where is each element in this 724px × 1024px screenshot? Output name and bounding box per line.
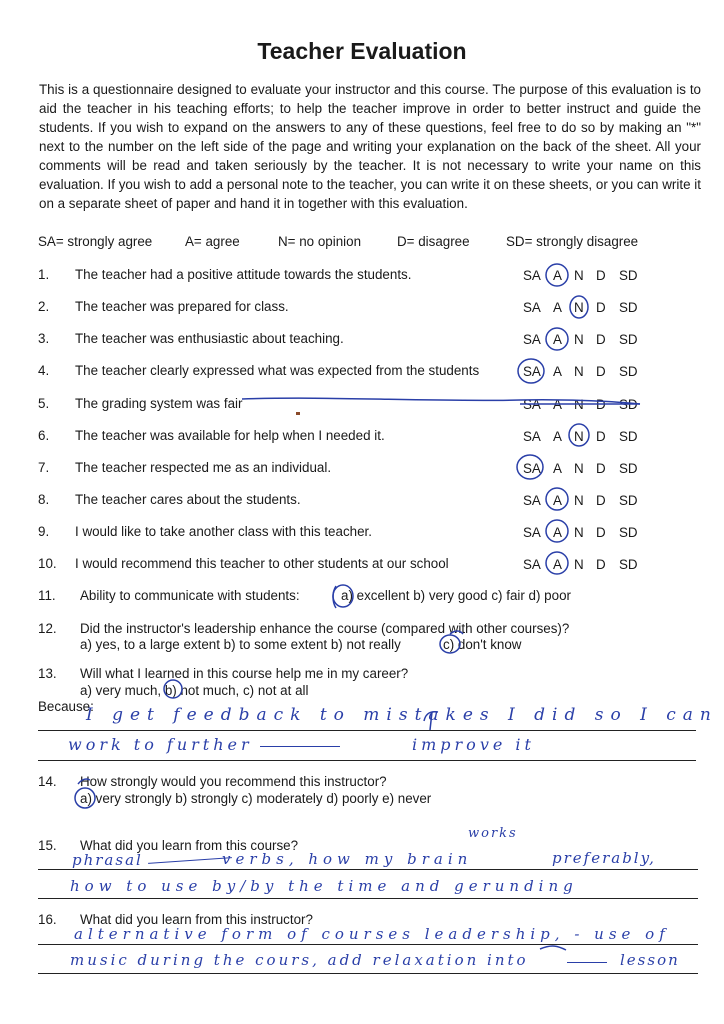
choice-d[interactable]: D (596, 397, 606, 412)
question-number: 15. (38, 838, 57, 853)
intro-paragraph: This is a questionnaire designed to evaluate your instructor and this course. The purpose of this evaluation is to aid the teacher in his teaching efforts; to help the teacher improve in order to better instruct and guide the students. If you wish to expand on the answers to any of these questions, feel free to do so by making an "*" next to the number on the left side of the page and writing your explanation on the back of the sheet. All your comments will be read and taken seriously by the teacher. It is not necessary to write your name on this evaluation. If you wish to add a personal note to the teacher, you can write it on these sheets, or you can write it on a separate sheet of paper and hand it in together with this evaluation. (39, 82, 701, 211)
answer-line (38, 898, 698, 899)
question-text: The teacher was prepared for class. (75, 299, 289, 314)
choice-n[interactable]: N (574, 364, 584, 379)
question-number: 14. (38, 774, 57, 789)
choice-sa[interactable]: SA (523, 461, 541, 476)
legend-d: D= disagree (397, 234, 470, 249)
handwritten-answer: preferably, (552, 849, 656, 867)
question-text: Ability to communicate with students: (80, 588, 300, 603)
smudge-mark (296, 412, 300, 415)
question-text: What did you learn from this course? (80, 838, 299, 853)
answer-option-c[interactable]: c) don't know (443, 637, 522, 652)
choice-sa[interactable]: SA (523, 364, 541, 379)
question-number: 5. (38, 396, 50, 411)
choice-sa[interactable]: SA (523, 268, 541, 283)
legend-sd: SD= strongly disagree (506, 234, 639, 249)
choice-sd[interactable]: SD (619, 525, 638, 540)
legend-sa: SA= strongly agree (38, 234, 153, 249)
page-title: Teacher Evaluation (257, 38, 467, 64)
choice-sa[interactable]: SA (523, 300, 541, 315)
question-number: 16. (38, 912, 57, 927)
choice-a[interactable]: A (553, 332, 562, 347)
question-number: 8. (38, 492, 50, 507)
choice-sd[interactable]: SD (619, 397, 638, 412)
handwritten-answer: works (468, 826, 518, 841)
choice-n[interactable]: N (574, 268, 584, 283)
handwritten-answer: verbs, how my brain (222, 850, 473, 868)
question-text: I would recommend this teacher to other students at our school (75, 556, 449, 571)
choice-sd[interactable]: SD (619, 493, 638, 508)
choice-a[interactable]: A (553, 300, 562, 315)
choice-sa[interactable]: SA (523, 397, 541, 412)
choice-d[interactable]: D (596, 332, 606, 347)
question-text: The grading system was fair (75, 396, 243, 411)
answer-options[interactable]: a) yes, to a large extent b) to some extent b) not really (80, 637, 401, 652)
handwritten-answer: improve it (412, 735, 535, 754)
choice-sd[interactable]: SD (619, 268, 638, 283)
choice-d[interactable]: D (596, 461, 606, 476)
answer-options[interactable]: a) excellent b) very good c) fair d) poor (341, 588, 571, 603)
answer-line (38, 944, 698, 945)
question-text: The teacher clearly expressed what was expected from the students (75, 363, 480, 378)
handwritten-answer: alternative form of courses leadership, - use of (74, 925, 670, 943)
pen-stroke (540, 946, 566, 950)
question-number: 6. (38, 428, 50, 443)
handwritten-answer: phrasal (72, 851, 143, 869)
choice-d[interactable]: D (596, 364, 606, 379)
answer-line (38, 730, 696, 731)
strikethrough-mark (148, 857, 232, 864)
answer-line (38, 973, 698, 974)
handwritten-answer: lesson (620, 951, 680, 969)
question-text: The teacher cares about the students. (75, 492, 301, 507)
choice-a[interactable]: A (553, 557, 562, 572)
choice-sd[interactable]: SD (619, 557, 638, 572)
question-text: The teacher was enthusiastic about teaching. (75, 331, 344, 346)
strikethrough-mark (260, 746, 340, 747)
choice-sa[interactable]: SA (523, 525, 541, 540)
choice-n[interactable]: N (574, 493, 584, 508)
question-text: How strongly would you recommend this instructor? (80, 774, 387, 789)
choice-a[interactable]: A (553, 493, 562, 508)
question-number: 10. (38, 556, 57, 571)
choice-sa[interactable]: SA (523, 429, 541, 444)
choice-sa[interactable]: SA (523, 332, 541, 347)
question-text: The teacher had a positive attitude towards the students. (75, 267, 412, 282)
strikethrough-mark (567, 962, 607, 963)
choice-d[interactable]: D (596, 493, 606, 508)
choice-a[interactable]: A (553, 525, 562, 540)
choice-sd[interactable]: SD (619, 300, 638, 315)
choice-d[interactable]: D (596, 429, 606, 444)
legend-a: A= agree (185, 234, 240, 249)
question-number: 2. (38, 299, 50, 314)
handwritten-answer: work to further (68, 735, 253, 754)
answer-options[interactable]: a) very strongly b) strongly c) moderately d) poorly e) never (80, 791, 432, 806)
question-text: Will what I learned in this course help me in my career? (80, 666, 409, 681)
choice-n[interactable]: N (574, 525, 584, 540)
choice-a[interactable]: A (553, 397, 562, 412)
choice-d[interactable]: D (596, 268, 606, 283)
choice-d[interactable]: D (596, 557, 606, 572)
choice-sd[interactable]: SD (619, 332, 638, 347)
answer-line (38, 760, 696, 761)
handwritten-answer: music during the cours, add relaxation into (70, 951, 529, 969)
question-text: The teacher respected me as an individual. (75, 460, 332, 475)
choice-n[interactable]: N (574, 332, 584, 347)
question-text: The teacher was available for help when I needed it. (75, 428, 385, 443)
choice-a[interactable]: A (553, 429, 562, 444)
choice-sa[interactable]: SA (523, 493, 541, 508)
choice-n[interactable]: N (574, 429, 584, 444)
question-text: I would like to take another class with this teacher. (75, 524, 372, 539)
because-label: Because: (38, 699, 94, 714)
choice-sd[interactable]: SD (619, 429, 638, 444)
choice-n[interactable]: N (574, 300, 584, 315)
handwritten-answer: I get feedback to mistakes I did so I can (86, 705, 718, 725)
answer-options[interactable]: a) very much, b) not much, c) not at all (80, 683, 309, 698)
choice-sa[interactable]: SA (523, 557, 541, 572)
answer-line (38, 869, 698, 870)
choice-a[interactable]: A (553, 268, 562, 283)
question-number: 12. (38, 621, 57, 636)
pen-stroke (333, 586, 336, 608)
question-number: 11. (38, 588, 56, 603)
question-number: 9. (38, 524, 50, 539)
choice-a[interactable]: A (553, 364, 562, 379)
question-text: Did the instructor's leadership enhance the course (compared with other courses)? (80, 621, 570, 636)
choice-sd[interactable]: SD (619, 461, 638, 476)
question-number: 4. (38, 363, 50, 378)
choice-d[interactable]: D (596, 525, 606, 540)
question-number: 7. (38, 460, 50, 475)
question-text: What did you learn from this instructor? (80, 912, 313, 927)
choice-d[interactable]: D (596, 300, 606, 315)
handwritten-answer: how to use by/by the time and gerunding (70, 877, 578, 895)
question-number: 3. (38, 331, 50, 346)
choice-n[interactable]: N (574, 557, 584, 572)
question-number: 1. (38, 267, 50, 282)
question-number: 13. (38, 666, 57, 681)
choice-n[interactable]: N (574, 461, 584, 476)
choice-n[interactable]: N (574, 397, 584, 412)
choice-a[interactable]: A (553, 461, 562, 476)
choice-sd[interactable]: SD (619, 364, 638, 379)
legend-n: N= no opinion (278, 234, 362, 249)
